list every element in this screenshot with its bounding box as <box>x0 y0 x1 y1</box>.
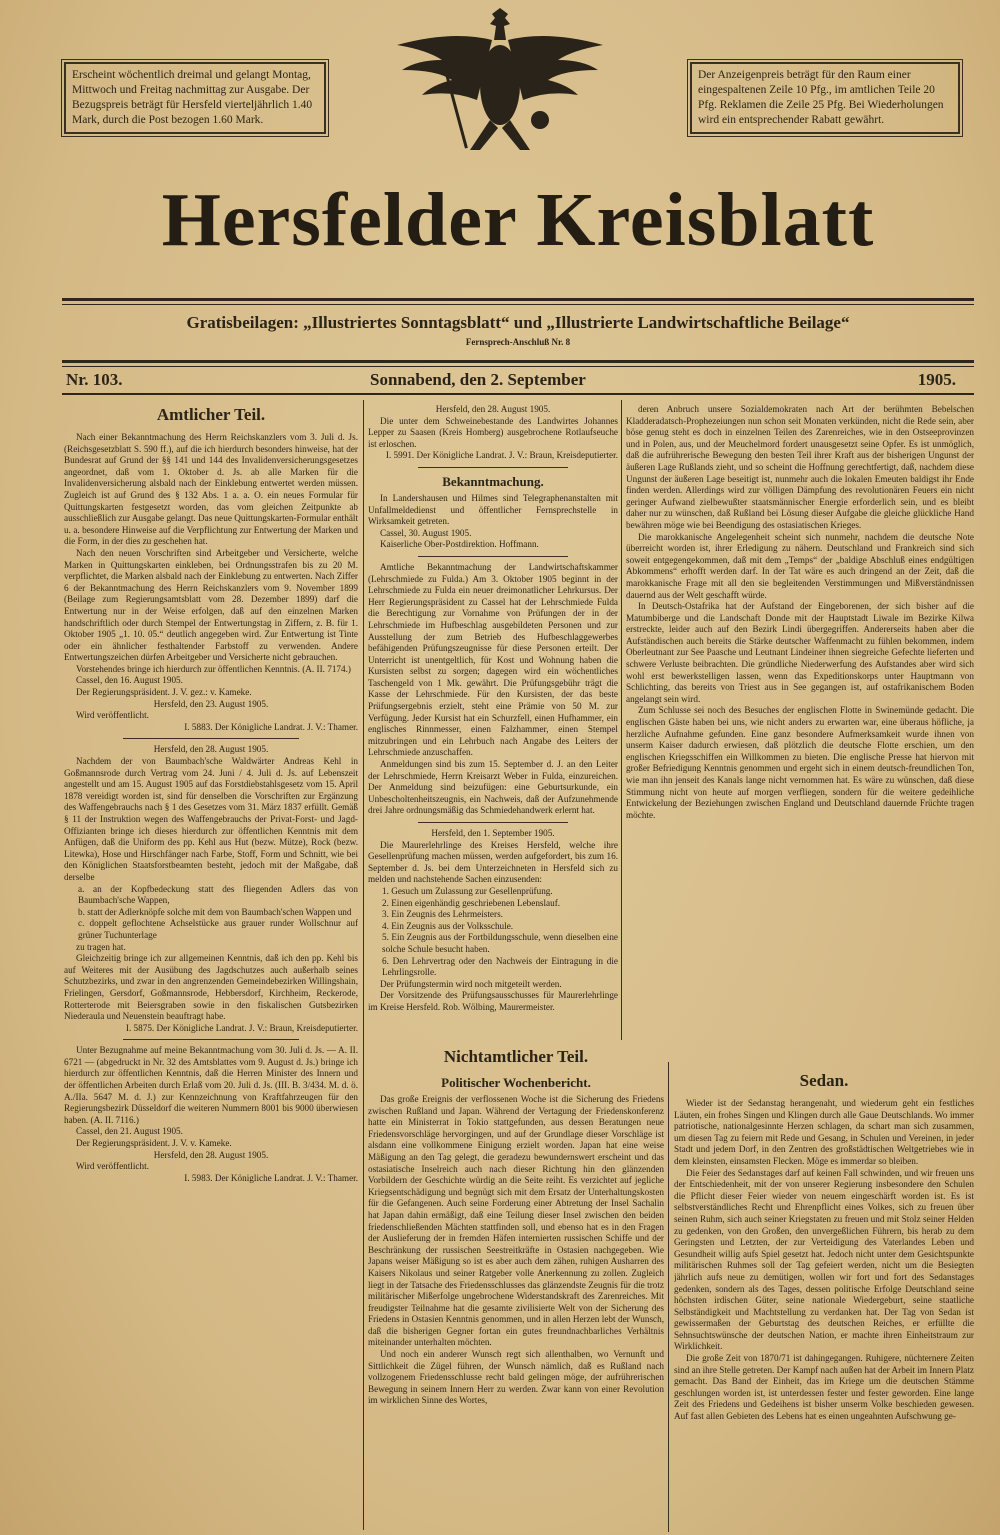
paragraph: Die unter dem Schweinebestande des Landwirtes Johannes Lepper zu Saasen (Kreis Homberg) ausgebrochene Rotlaufseuche ist erloschen. <box>368 415 618 449</box>
column-official <box>64 400 358 1532</box>
separator <box>418 822 568 823</box>
paragraph: Anmeldungen sind bis zum 15. September d. J. an den Leiter der Lehrschmiede, Herrn Kreisarzt Weber in Fulda, einzureichen. Der Anmeldung sind beizufügen: eine Geburtsurkunde, ein Unbescholtenheitszeugnis, ein Nachweis, daß der Aufzunehmende drei Jahre ordnungsmäßig das Schmiedehandwerk erlernt hat. <box>368 759 618 816</box>
paragraph: Nach einer Bekanntmachung des Herrn Reichskanzlers vom 3. Juli d. Js. (Reichsgesetzblatt S. 590 ff.), auf die ich hierdurch besonders hinweise, hat der Bundesrat auf Grund der §§ 141 und 144 des Invalidenversicherungsgesetzes angeordnet, daß vom 1. Oktober d. Js. ab alle Marken für die Invalidenversicherung alsbald nach der Einklebung entwertet werden müssen. Zugleich ist auf Grund des § 132 Abs. 1 a. a. O. ein neues Formular für Quittungskarten festgesetzt worden, das vom gleichen Zeitpunkte ab ausschließlich zur Ausgabe gelangt. Das neue Quittungskarten-Formular enthält u. a. besondere Hinweise auf die Verpflichtung zur Entwertung der Marken und die Form, in der dies zu geschehen hat. <box>64 432 358 547</box>
column-rule <box>363 400 364 1530</box>
list-item: c. doppelt geflochtene Achselstücke aus grauer runder Wollschnur auf grüner Tuchunterlage <box>78 918 358 940</box>
paragraph: Gleichzeitig bringe ich zur allgemeinen Kenntnis, daß ich den pp. Kehl bis auf Weiteres mit der Ausübung des Jagdschutzes auch außerhalb seines Schutzbezirks, und zwar in den angrenzenden Gemeindebezirken Willingshain, Frielingen, Gersdorf, Goßmannsrode, Hebbersdorf, Kirchheim, Reckerode, Rotterterode mit Beiersgraben sowie in den fiskalischen Gutsbezirken Niederaula und Neuenstein beauftragt habe. <box>64 953 358 1022</box>
list-item: a. an der Kopfbedeckung statt des fliegenden Adlers das von Baumbach'sche Wappen, <box>78 883 358 906</box>
divider <box>62 393 974 395</box>
separator <box>418 467 568 468</box>
list-item: 4. Ein Zeugnis aus der Volksschule. <box>382 920 514 931</box>
paragraph: deren Anbruch unsere Sozialdemokraten nach Art der berühmten Bebelschen Kladderadatsch-Prophezeiungen nun schon seit Monaten verkünden, nicht die Rede sein, aber böse genug steht es doch in einzelnen Teilen des Zarenreiches, wie in den Ostseeprovinzen und in Polen, aus, und der Meuchelmord fordert unausgesetzt seine Opfer. Es ist unmöglich, daß die aufrührerische Bewegung den besten Teil ihrer Kraft aus der bisherigen Ungunst der äußeren Lage Rußlands zieht, und so scheint die Hoffnung gerechtfertigt, daß, nachdem diese Ungunst der äußeren Lage beseitigt ist, nunmehr auch die lokalen Emeuten baldigst ihr Ende finden werden. Allerdings wird zur völligen Dämpfung des revolutionären Feuers ein nicht geringer Aufwand zielbewußter staatsmännischer Energie erforderlich sein, und es bleibt daher nur zu wünschen, daß Rußland bei Lösung dieser Aufgabe die gleiche glückliche Hand bewähren möge wie bei Beendigung des ostasiatischen Krieges. <box>626 404 974 530</box>
paragraph: Der Vorsitzende des Prüfungsausschusses für Maurerlehrlinge im Kreise Hersfeld. Rob. Wölbing, Maurermeister. <box>368 990 618 1012</box>
section-heading: Amtlicher Teil. <box>156 405 266 424</box>
signature: I. 5983. Der Königliche Landrat. J. V.: Thamer. <box>184 1172 358 1183</box>
paragraph: In Landershausen und Hilmes sind Telegraphenanstalten mit Unfallmeldedienst und öffentlicher Fernsprechstelle in Wirksamkeit getreten. <box>368 492 618 527</box>
paragraph: Und noch ein anderer Wunsch regt sich allenthalben, wo Vernunft und Sittlichkeit die Zügel führen, der Wunsch nämlich, daß es Rußland nach vollzogenem Friedensschlusse recht bald gelingen möge, der aufrührerischen Bewegung in seinem Innern Herr zu werden. Zwar kann von einer Revolution im wirklichen Sinne des Wortes, <box>368 1349 664 1406</box>
article-heading: Bekanntmachung. <box>442 473 544 489</box>
column-unofficial <box>368 1042 664 1534</box>
signature: I. 5883. Der Königliche Landrat. J. V.: Thamer. <box>184 721 358 732</box>
separator <box>123 738 299 739</box>
paragraph: Wird veröffentlicht. <box>76 1161 149 1172</box>
section-heading: Nichtamtlicher Teil. <box>443 1047 589 1066</box>
column-rule <box>668 1062 669 1532</box>
paragraph: Wieder ist der Sedanstag herangenaht, und wiederum geht ein festliches Läuten, ein frohes Singen und Klingen durch alle Gaue Deutschlands. Wo immer patriotische, nationalgesinnte Herzen schlagen, da schart man sich zusammen, um diesen Tag zu feiern mit Rede und Gesang, in Schulen und Vereinen, in jeder Stadt und jedem Dorf, in den Zentren des großstädtischen Weltgetriebes wie in dem kleinsten, einsamsten Flecken. Möge es immerdar so bleiben. <box>674 1098 974 1166</box>
dateline: Hersfeld, den 28. August 1905. <box>153 1149 269 1160</box>
paragraph: Wird veröffentlicht. <box>76 710 149 721</box>
divider <box>62 304 974 305</box>
signature: I. 5991. Der Königliche Landrat. J. V.: Braun, Kreisdeputierter. <box>385 450 618 461</box>
paragraph: Zum Schlusse sei noch des Besuches der englischen Flotte in Swinemünde gedacht. Die englischen Gäste haben bei uns, wie nicht anders zu erwarten war, eine überaus höfliche, ja herzliche Aufnahme gefunden. Eine ganz besondere Aufmerksamkeit wurde ihnen von unserm Kaiser dadurch erwiesen, daß plötzlich die deutsche Flotte erschien, um den englischen Kriegsschiffen ein Willkommen zu bieten. Die englische Presse hat hiervon mit großer Befriedigung Kenntnis genommen und ergeht sich in einem deutsch-freundlichen Ton, wie man ihn jenseit des Kanals lange nicht vernommen hat. Es wäre zu wünschen, daß diese Stimmung nicht von heute auf morgen verfliegen, sondern für die weitere gedeihliche Entwickelung der Beziehungen zwischen England und Deutschland dauernde Früchte tragen möchte. <box>626 705 974 820</box>
eagle-icon <box>380 0 620 160</box>
supplements-line: Gratisbeilagen: „Illustriertes Sonntagsblatt“ und „Illustrierte Landwirtschaftliche Beilage“ <box>186 313 850 332</box>
paragraph: Cassel, den 21. August 1905. <box>76 1126 183 1137</box>
paragraph: Die marokkanische Angelegenheit scheint sich nunmehr, nachdem die deutsche Note überreicht worden ist, ihrer Erledigung zu nähern. Deutschland und Frankreich sind sich soweit entgegengekommen, daß mit dem „Temps“ der „baldige Abschluß eines endgültigen Abkommens“ erhofft werden darf. In der Tat wäre es auch dringend an der Zeit, daß die marokkanische Frage mit all den sie begleitenden Verstimmungen und Mißverständnissen dauernd aus der Welt geschafft würde. <box>626 531 974 600</box>
column-notices <box>368 404 618 1040</box>
issue-date: Sonnabend, den 2. September <box>370 370 586 389</box>
column-weekly-report-cont <box>626 404 974 1060</box>
list-item: 5. Ein Zeugnis aus der Fortbildungsschule, wenn dieselben eine solche Schule besucht haben. <box>382 932 618 954</box>
masthead-title: Hersfelder Kreisblatt <box>161 178 875 262</box>
dateline: Hersfeld, den 28. August 1905. <box>435 404 551 414</box>
paragraph: Amtliche Bekanntmachung der Landwirtschaftskammer (Lehrschmiede zu Fulda.) Am 3. Oktober 1905 beginnt in der Lehrschmiede zu Fulda ein neuer dreimonatlicher Lehrkursus. Der Herr Regierungspräsident zu Cassel hat der Lehrschmiede Fulda die Berechtigung zur Vornahme von Prüfungen der in der Lehrschmiede im Hufbeschlag ausgebildeten Personen und zur Ausstellung der zum Betrieb des Hufbeschlaggewerbes befähigenden Prüfungszeugnisse für diese Personen erteilt. Der Unterricht ist unentgeltlich, für Kost und Wohnung haben die Kursisten selbst zu sorgen; dagegen wird ein wöchentliches Taschengeld von 1 Mk. gewährt. Die Prüfungsgebühr trägt die Kasse der Lehrschmiede. Für den Kursisten, der das beste Prüfungsergebnis erzielt, steht eine Prämie von 50 M. zur Verfügung. Jeder Kursist hat ein Schurzfell, einen Hufhammer, ein englisches Rinnmesser, einen Falzhammer, einen Stempel mitzubringen und ein Lehrbuch nach Angabe des Leiters der Lehrschmiede anzuschaffen. <box>368 561 618 758</box>
advertising-price-box: Der Anzeigenpreis beträgt für den Raum einer eingespaltenen Zeile 10 Pfg., im amtlichen Teile 20 Pfg. Reklamen die Zeile 25 Pfg. Bei Wiederholungen wird ein entsprechender Rabatt gewährt. <box>690 62 960 134</box>
divider <box>62 298 974 301</box>
issue-number: Nr. 103. <box>66 370 123 389</box>
list-item: 6. Den Lehrvertrag oder den Nachweis der Eintragung in die Lehrlingsrolle. <box>382 955 618 978</box>
list-item: 2. Einen eigenhändig geschriebenen Lebenslauf. <box>382 897 561 908</box>
column-rule <box>621 400 622 1040</box>
list-item: 3. Ein Zeugnis des Lehrmeisters. <box>382 909 503 920</box>
paragraph: Der Regierungspräsident. J. V. v. Kameke. <box>76 1138 232 1149</box>
paragraph: Vorstehendes bringe ich hierdurch zur öffentlichen Kenntnis. (A. II. 7174.) <box>76 663 351 674</box>
issue-year: 1905. <box>917 370 956 389</box>
phone-line: Fernsprech-Anschluß Nr. 8 <box>465 337 571 347</box>
article-heading: Politischer Wochenbericht. <box>441 1075 591 1090</box>
paragraph: Cassel, den 16. August 1905. <box>76 675 183 686</box>
separator <box>123 1039 299 1040</box>
subscription-info-box: Erscheint wöchentlich dreimal und gelangt Montag, Mittwoch und Freitag nachmittag zur Ausgabe. Der Bezugspreis beträgt für Hersfeld vierteljährlich 1.40 Mark, durch die Post bezogen 1.60 Mark. <box>64 62 326 134</box>
paragraph: zu tragen hat. <box>76 941 126 952</box>
list-item: 1. Gesuch um Zulassung zur Gesellenprüfung. <box>382 885 553 896</box>
paragraph: Nachdem der von Baumbach'sche Waldwärter Andreas Kehl in Goßmannsrode durch Vertrag vom 24. Juni / 4. Juli d. Js. auf Lebenszeit angestellt und am 15. August 1905 auf das Forstdiebstahlsgesetz vom 15. April 1878 vereidigt worden ist, sind für denselben die Vorschriften zur Ergänzung des Waffengebrauchs nach § 1 des Gesetzes vom 31. März 1837 erfüllt. Gemäß § 11 der Instruktion wegen des Waffengebrauchs der Privat-Forst- und Jagd-Offizianten bringe ich dieses hierdurch zur öffentlichen Kenntnis mit dem Anfügen, daß die Uniform des pp. Kehl aus Hut (bezw. Mütze), Rock (bezw. Litewka), Hose und Hirschfänger nach Farbe, Stoff, Form und Schnitt, wie bei den Königlichen Staatsforstbeamten besteht, jedoch mit der Maßgabe, daß derselbe <box>64 756 358 882</box>
paragraph: Die Feier des Sedanstages darf auf keinen Fall schwinden, und wir freuen uns der Entschiedenheit, mit der von unserer Regierung insbesondere den Schulen die Pflicht dieser Feier wieder von neuem eingeschärft worden ist. Es ist selbstverständliches Recht und Ehrenpflicht eines Volkes, sich zu freuen über seinen Ruhm, sich auch seiner Kriegstaten zu freuen und mit Stolz seiner Helden zu gedenken, von den Großen, den unvergeßlichen Führern, bis herab zu dem Geringsten und Letzten, der zur Verteidigung des Vaterlandes Leben und Gesundheit willig aufs Spiel gesetzt hat. Jedoch nicht unter dem Gesichtspunkte militärischen Ruhmes soll der Tag gefeiert werden, nicht um die Besiegten jährlich aufs neue zu demütigen, wollen wir fort und fort des Sedanstages gedenken, sondern als des Tages, dessen politische Erfolge Deutschland seine höchsten irdischen Güter, seine nationale Wiedergeburt, seine staatliche Selbständigkeit und Machtstellung zu verdanken hat. Der Tag von Sedan ist gewissermaßen der Geburtstag des deutschen Reiches, er erfüllte die Sehnsuchtswünsche der deutschen Nation, er machte ihren Einheitstraum zur Wirklichkeit. <box>674 1167 974 1352</box>
divider <box>62 366 974 367</box>
paragraph: In Deutsch-Ostafrika hat der Aufstand der Eingeborenen, der sich bisher auf die Matumbiberge und die Landschaft Donde mit der Hauptstadt Liwale im Bezirke Kilwa erstreckte, leider auch auf den Bezirk Lindi übergegriffen. Andererseits haben aber die Aufständischen auch bereits die Stärke deutscher Waffenmacht zu fühlen bekommen, indem Oberleutnant zur See Paasche und Leutnant Lindeiner ihnen siegreiche Gefechte lieferten und schwere Verluste beibrachten. Die gründliche Niederwerfung des Aufstandes aber wird sich wohl erst bewerkstelligen lassen, wenn das Expeditionskorps unter Hauptmann von Schlichting, das bereits von Triest aus in See gegangen ist, auf ostafrikanischem Boden angelangt sein wird. <box>626 601 974 704</box>
divider <box>62 360 974 363</box>
paragraph: Nach den neuen Vorschriften sind Arbeitgeber und Versicherte, welche Marken in Quittungskarten einkleben, bei Ordnungsstrafen bis zu 20 M. verpflichtet, die Marken alsbald nach der Einklebung zu entwerten. Nach Ziffer 6 der Bekanntmachung des Herrn Reichskanzlers vom 9. November 1899 (Beilage zum Regierungsamtsblatt vom 28. Dezember 1899) darf die Entwertung nur in der Weise erfolgen, daß auf den einzelnen Marken handschriftlich oder durch Stempel der Entwertungstag in Ziffern, z. B. für 1. Oktober 1905 „1. 10. 05.“ deutlich angegeben wird. Zur Entwertung ist Tinte oder ein ähnlicher festhaltender Farbstoff zu verwenden. Andere Entwertungszeichen dürfen Arbeitgeber und Versicherte nicht gebrauchen. <box>64 547 358 663</box>
separator <box>418 556 568 557</box>
paragraph: Kaiserliche Ober-Postdirektion. Hoffmann. <box>380 539 539 550</box>
signature: I. 5875. Der Königliche Landrat. J. V.: Braun, Kreisdeputierter. <box>125 1022 358 1033</box>
dateline: Hersfeld, den 1. September 1905. <box>431 828 555 838</box>
list-item: b. statt der Adlerknöpfe solche mit dem von Baumbach'schen Wappen und <box>78 906 352 917</box>
paragraph: Die Maurerlehrlinge des Kreises Hersfeld, welche ihre Gesellenprüfung machen müssen, werden aufgefordert, bis zum 16. September d. Js. bei dem Unterzeichneten in Hersfeld sich zu melden und nachstehende Sachen einzusenden: <box>368 839 618 885</box>
dateline: Hersfeld, den 23. August 1905. <box>153 698 269 709</box>
column-sedan <box>674 1066 974 1534</box>
paragraph: Die große Zeit von 1870/71 ist dahingegangen. Ruhigere, nüchternere Zeiten sind an ihre Stelle getreten. Der Kampf nach außen hat der Arbeit im Innern Platz gemacht. Das Band der Einheit, das im Kriege um die deutschen Stämme geschlungen worden ist, ist unterdessen fester und fester geworden. Eine lange Zeit des Friedens und Gedeihens ist bisher unserm Volke beschieden gewesen. Auf fast allen Gebieten des Lebens hat es einen ungeahnten Aufschwung ge- <box>674 1353 974 1422</box>
paragraph: Der Regierungspräsident. J. V. gez.: v. Kameke. <box>76 687 252 698</box>
paragraph: Der Prüfungstermin wird noch mitgeteilt werden. <box>380 978 562 989</box>
paragraph: Cassel, 30. August 1905. <box>380 527 472 538</box>
paragraph: Das große Ereignis der verflossenen Woche ist die Sicherung des Friedens zwischen Rußland und Japan. Während der Vertagung der Friedenskonferenz hatte ein Ministerrat in Tokio stattgefunden, aus dessen Beratungen neue Friedensvorschläge hervorgingen, und auf der Grundlage dieser Vorschläge ist alsdann eine vollkommene Einigung erzielt worden. Japan hat eine weise Mäßigung an den Tag gelegt, die geradezu bewundernswert erscheint und das ostasiatische Inselreich auch nach dieser Richtung hin den glänzenden Vorbildern der Geschichte würdig an die Seite reiht. Es verzichtet auf jegliche Kriegsentschädigung und begnügt sich mit dem Ersatz der Unterhaltungskosten für die Gefangenen. Auch seine Forderung einer Abtretung der Insel Sachalin hat Japan dahin ermäßigt, daß eine Teilung dieser Insel zwischen den beiden friedenschließenden Mächten stattfinden soll, und ebenso hat es in den Fragen der Auslieferung der in fremden Häfen internierten russischen Schiffe und der Beschränkung der russischen Seestreitkräfte in Ostasien nachgegeben. Wie Japans weiser Mäßigung so ist es aber auch dem zähen, ruhigen Ausharren des Kaisers Nikolaus und seiner Ratgeber volle Anerkennung zu zollen. Zugleich liegt in der Tatsache des Friedensschlusses das glänzendste Zeugnis für die trotz militärischer Mißerfolge ungebrochene Widerstandskraft des Zarenreiches. Mit freudigster Teilnahme hat die gesamte zivilisierte Welt von der Sicherung des Friedens in Ostasien Kenntnis genommen, und in allen Herzen lebt der Wunsch, daß die bisherigen Gegner fortan ein gutes freundnachbarliches Verhältnis miteinander unterhalten möchten. <box>368 1094 664 1348</box>
paragraph: Unter Bezugnahme auf meine Bekanntmachung vom 30. Juli d. Js. — A. II. 6721 — (abgedruckt in Nr. 32 des Amtsblattes vom 9. August d. Js.) bringe ich hierdurch zur öffentlichen Kenntnis, daß die Herren Minister des Innern und der öffentlichen Arbeiten durch Erlaß vom 20. Juli d. Js. (III. B. 3/434. M. d. ö. A./IIa. 5647 M. d. J.) zur Kennzeichnung von Kraftfahrzeugen für den Regierungsbezirk Düsseldorf die weiteren Nummern 8001 bis 9000 überwiesen haben. (A. II. 7116.) <box>64 1045 358 1125</box>
section-heading: Sedan. <box>799 1071 849 1090</box>
dateline: Hersfeld, den 28. August 1905. <box>153 744 269 755</box>
